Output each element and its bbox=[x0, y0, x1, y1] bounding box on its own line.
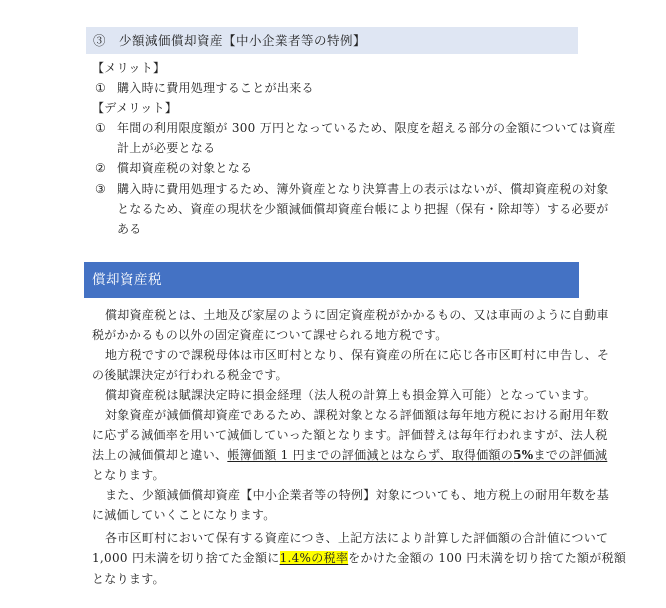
paragraph-line: となります。 bbox=[92, 572, 165, 586]
section-title-bar: 償却資産税 bbox=[84, 262, 579, 298]
list-item: 年間の利用限度額が 300 万円となっているため、限度を超える部分の金額については資産 bbox=[117, 121, 616, 135]
list-item: 購入時に費用処理するため、簿外資産となり決算書上の表示はないが、償却資産税の対象 bbox=[117, 182, 609, 196]
paragraph-line: となります。 bbox=[92, 468, 165, 482]
list-item: 購入時に費用処理することが出来る bbox=[117, 81, 314, 95]
paragraph-line bbox=[92, 550, 626, 566]
underlined-text: 帳簿価額 1 円までの評価減とはならず、取得価額の bbox=[227, 448, 514, 462]
subsection-heading: ③ 少額減価償却資産【中小企業者等の特例】 bbox=[86, 27, 578, 54]
paragraph-line bbox=[92, 447, 607, 463]
demerit-label: 【デメリット】 bbox=[92, 101, 178, 115]
paragraph-line: 償却資産税とは、土地及び家屋のように固定資産税がかかるもの、又は車両のように自動車 bbox=[105, 308, 609, 322]
paragraph-line: また、少額減価償却資産【中小企業者等の特例】対象についても、地方税上の耐用年数を基 bbox=[105, 488, 610, 502]
underlined-text: までの評価減 bbox=[533, 448, 608, 462]
list-number: ① bbox=[95, 81, 106, 95]
list-item: となるため、資産の現状を少額減価償却資産台帳により把握（保有・除却等）する必要が bbox=[117, 202, 609, 216]
paragraph-line: 税がかかるもの以外の固定資産について課せられる地方税です。 bbox=[92, 328, 448, 342]
paragraph-line: に減価していくことになります。 bbox=[92, 508, 276, 522]
underlined-percent: 5% bbox=[513, 448, 534, 462]
paragraph-text: 法上の減価償却と違い、 bbox=[92, 448, 228, 462]
paragraph-line: 各市区町村において保有する資産につき、上記方法により計算した評価額の合計値について bbox=[105, 531, 609, 545]
list-number: ② bbox=[95, 161, 106, 175]
paragraph-line: 償却資産税は賦課決定時に損金経理（法人税の計算上も損金算入可能）となっています。 bbox=[105, 388, 597, 402]
list-item: 計上が必要となる bbox=[117, 141, 216, 155]
paragraph-line: 地方税ですので課税母体は市区町村となり、保有資産の所在に応じ各市区町村に申告し、そ bbox=[105, 348, 610, 362]
list-item: 償却資産税の対象となる bbox=[117, 161, 253, 175]
paragraph-line: 対象資産が減価償却資産であるため、課税対象となる評価額は毎年地方税における耐用年数 bbox=[105, 408, 609, 422]
paragraph-text: 1,000 円未満を切り捨てた金額に bbox=[92, 551, 280, 565]
list-item: ある bbox=[117, 222, 142, 236]
paragraph-text: をかけた金額の 100 円未満を切り捨てた額が税額 bbox=[348, 551, 627, 565]
paragraph-line: の後賦課決定が行われる税金です。 bbox=[92, 368, 288, 382]
list-number: ③ bbox=[95, 182, 106, 196]
paragraph-line: に応ずる減価率を用いて減価していった額となります。評価替えは毎年行われますが、法人税 bbox=[92, 428, 608, 442]
list-number: ① bbox=[95, 121, 106, 135]
merit-label: 【メリット】 bbox=[92, 61, 166, 75]
highlighted-tax-rate: 1.4%の税率 bbox=[279, 551, 349, 565]
